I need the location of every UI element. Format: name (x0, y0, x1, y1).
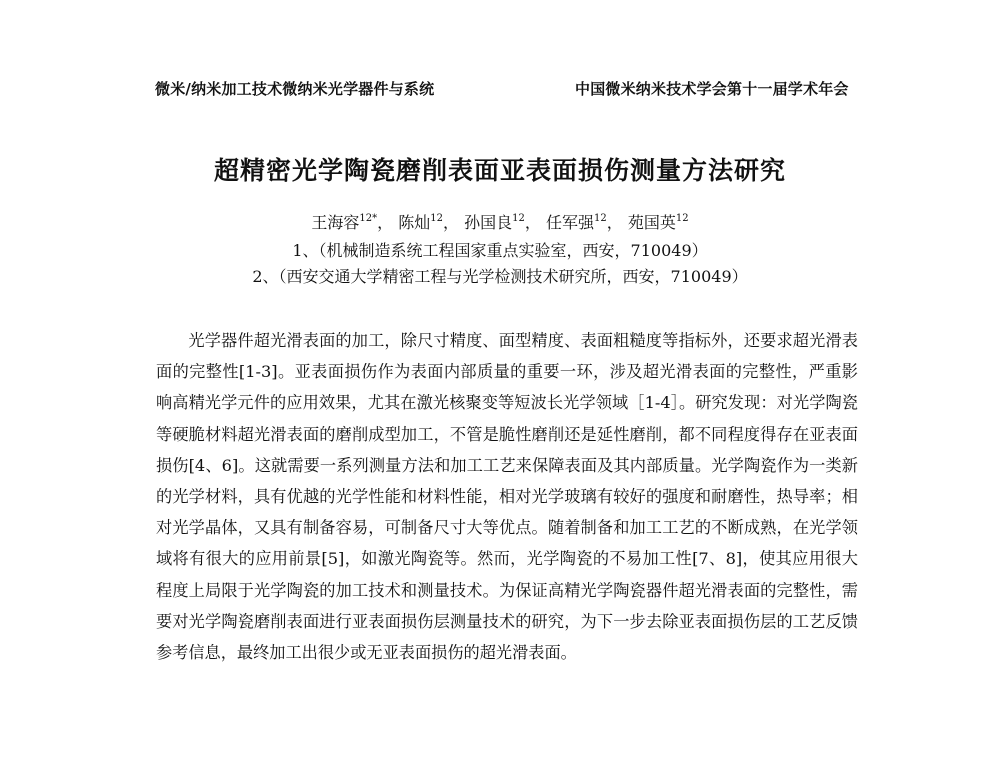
author-affiliation-mark: 12* (359, 213, 378, 224)
author (628, 213, 689, 232)
author-separator: ， (606, 213, 623, 232)
affiliation-2: 2、（西安交通大学精密工程与光学检测技术研究所，西安，710049） (252, 267, 748, 286)
author (311, 213, 393, 232)
affiliation-1: 1、（机械制造系统工程国家重点实验室，西安，710049） (292, 241, 708, 260)
author-name: 苑国英 (627, 213, 676, 232)
author-name: 陈灿 (398, 213, 431, 232)
author (546, 213, 623, 232)
author-separator: ， (443, 213, 460, 232)
author-name: 王海容 (311, 213, 360, 232)
author-name: 孙国良 (464, 213, 513, 232)
author (398, 213, 459, 232)
running-header-right: 中国微米纳米技术学会第十一届学术年会 (575, 80, 849, 98)
paper-title: 超精密光学陶瓷磨削表面亚表面损伤测量方法研究 (213, 156, 786, 185)
author-affiliation-mark: 12 (594, 213, 607, 224)
author-separator: ， (524, 213, 541, 232)
author-affiliation-mark: 12 (675, 213, 689, 224)
author-separator: ， (377, 213, 394, 232)
running-header-left: 微米/纳米加工技术微纳米光学器件与系统 (155, 80, 435, 98)
introduction-paragraph: 光学器件超光滑表面的加工，除尺寸精度、面型精度、表面粗糙度等指标外，还要求超光滑表面的完整性[1-3]。亚表面损伤作为表面内部质量的重要一环，涉及超光滑表面的完整性，严重影响高精光学元件的应用效果，尤其在激光核聚变等短波长光学领域［1-4］。研究发现：对光学陶瓷等硬脆材料超光滑表面的磨削成型加工，不管是脆性磨削还是延性磨削，都不同程度得存在亚表面损伤[4、6]。这就需要一系列测量方法和加工工艺来保障表面及其内部质量。光学陶瓷作为一类新的光学材料，具有优越的光学性能和材料性能，相对光学玻璃有较好的强度和耐磨性，热导率；相对光学晶体，又具有制备容易，可制备尺寸大等优点。随着制备和加工工艺的不断成熟，在光学领域将有很大的应用前景[5]，如激光陶瓷等。然而，光学陶瓷的不易加工性[7、8]，使其应用很大程度上局限于光学陶瓷的加工技术和测量技术。为保证高精光学陶瓷器件超光滑表面的完整性，需要对光学陶瓷磨削表面进行亚表面损伤层测量技术的研究，为下一步去除亚表面损伤层的工艺反馈参考信息，最终加工出很少或无亚表面损伤的超光滑表面。 (156, 331, 858, 663)
author-list (0, 210, 1000, 233)
author-affiliation-mark: 12 (512, 213, 525, 224)
author-affiliation-mark: 12 (430, 213, 444, 224)
author-name: 任军强 (545, 213, 594, 232)
author (464, 213, 541, 232)
